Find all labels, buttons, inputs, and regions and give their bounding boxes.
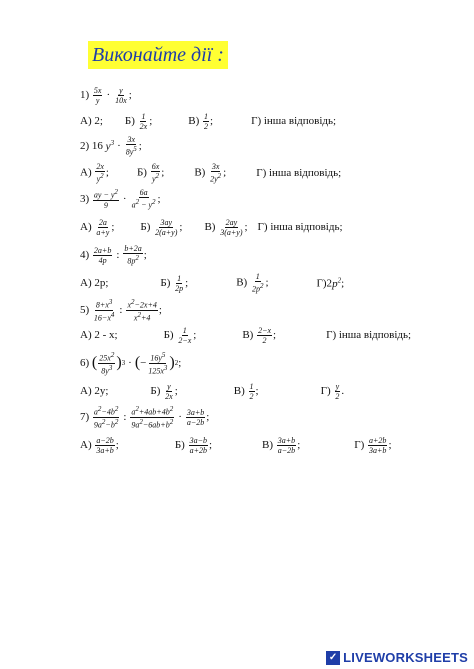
q7-answer-g[interactable]: Г) $\frac{a+2b}{3a+b}$ ; — [354, 435, 392, 455]
q3-frac-2: $\frac{6a}{a^2 - y^2}$ — [131, 188, 156, 210]
q6-answer-g[interactable]: Г) $\frac{y}{2}$ . — [320, 381, 345, 401]
q3-answer-g[interactable]: Г) інша відповідь; — [257, 221, 343, 233]
q6-answer-a[interactable]: А) 2y; — [80, 385, 109, 397]
answers-7 — [80, 432, 392, 458]
answers-5 — [80, 322, 411, 348]
q5-label: 5) — [80, 304, 90, 316]
question-7: 7) $\frac{a^2-4b^2}{9a^2-b^2}$ : $\frac{a^2+4ab+4b^2}{9a^2-6ab+b^2}$ · $\frac{3a+b}{a-2b}$ ; — [80, 404, 210, 430]
q1-answer-a[interactable]: А) 2; — [80, 115, 103, 127]
q5-frac-1: $\frac{8+x^3}{16-x^4}$ — [93, 297, 115, 323]
footer — [0, 646, 474, 669]
question-6: 6) ( $\frac{25x^2}{8y^3}$ ) 3 · ( − $\frac{16y^5}{125x^3}$ ) 2 ; — [80, 350, 182, 376]
lw-logo-icon: ✓ — [326, 651, 340, 665]
q6-answer-b[interactable]: Б) $\frac{y}{2x}$ ; — [150, 381, 178, 401]
answers-2 — [80, 160, 341, 186]
q5-answer-g[interactable]: Г) інша відповідь; — [326, 329, 412, 341]
q6-frac-1: $\frac{25x^2}{8y^3}$ — [99, 350, 115, 376]
q6-frac-2: $\frac{16y^5}{125x^3}$ — [148, 350, 168, 376]
q1-frac-1: $\frac{5x}{y}$ — [93, 85, 102, 105]
q2-label: 2) — [80, 140, 90, 152]
q4-label: 4) — [80, 249, 90, 261]
answers-3 — [80, 214, 343, 240]
q2-answer-g[interactable]: Г) інша відповідь; — [256, 167, 342, 179]
q5-answer-b[interactable]: Б) $\frac{1}{2-x}$ ; — [163, 325, 197, 345]
q3-answer-v[interactable]: В) $\frac{2ay}{3(a+y)}$ ; — [204, 217, 248, 237]
q6-answer-v[interactable]: В) $\frac{1}{2}$ ; — [233, 381, 259, 401]
q1-label: 1) — [80, 89, 90, 101]
q1-frac-2: $\frac{y}{10x}$ — [115, 85, 127, 105]
q4-answer-b[interactable]: Б) $\frac{1}{2p}$ ; — [160, 273, 189, 293]
q4-frac-2: $\frac{b+2a}{8p^2}$ — [124, 244, 142, 266]
q6-label: 6) — [80, 357, 90, 369]
answers-1 — [80, 108, 336, 134]
q3-answer-a[interactable]: А) $\frac{2a}{a+y}$ ; — [80, 217, 115, 237]
logo-text: LIVEWORKSHEETS — [343, 650, 468, 665]
question-3: 3) $\frac{ay - y^2}{9}$ · $\frac{6a}{a^2 - y^2}$ ; — [80, 188, 161, 210]
q2-lead: 16 — [91, 140, 103, 152]
q4-answer-v[interactable]: В) $\frac{1}{2p^2}$ ; — [236, 272, 269, 294]
q7-frac-2: $\frac{a^2+4ab+4b^2}{9a^2-6ab+b^2}$ — [131, 404, 174, 430]
q7-answer-b[interactable]: Б) $\frac{3a-b}{a+2b}$ ; — [174, 435, 213, 455]
q3-frac-1: $\frac{ay - y^2}{9}$ — [93, 188, 118, 210]
question-1: 1) $\frac{5x}{y}$ · $\frac{y}{10x}$ ; — [80, 85, 132, 105]
q4-frac-1: $\frac{2a+b}{4p}$ — [93, 245, 112, 265]
q5-answer-v[interactable]: В) $\frac{2-x}{2}$ ; — [242, 325, 277, 345]
q7-answer-a[interactable]: А) $\frac{a-2b}{3a+b}$ ; — [80, 435, 119, 455]
q1-answer-v[interactable]: В) $\frac{1}{2}$ ; — [188, 111, 214, 131]
q4-answer-g[interactable]: $Г)2p^2$; — [316, 276, 345, 290]
q2-frac: $\frac{3x}{8y^5}$ — [125, 135, 137, 157]
q5-frac-2: $\frac{x^2-2x+4}{x^2+4}$ — [127, 297, 157, 323]
q7-frac-3: $\frac{3a+b}{a-2b}$ — [186, 407, 205, 427]
answers-4 — [80, 270, 344, 296]
question-2: 2) 16 $y^3$ · $\frac{3x}{8y^5}$ ; — [80, 135, 142, 157]
question-4: 4) $\frac{2a+b}{4p}$ : $\frac{b+2a}{8p^2}$ ; — [80, 244, 147, 266]
q5-answer-a[interactable]: А) 2 - х; — [80, 329, 118, 341]
q3-answer-b[interactable]: Б) $\frac{3ay}{2(a+y)}$ ; — [140, 217, 183, 237]
q2-answer-v[interactable]: В) $\frac{3x}{2y^2}$ ; — [194, 162, 227, 184]
liveworksheets-logo[interactable] — [326, 650, 468, 665]
q7-frac-1: $\frac{a^2-4b^2}{9a^2-b^2}$ — [93, 404, 119, 430]
q1-answer-b[interactable]: Б) $\frac{1}{2x}$ ; — [124, 111, 153, 131]
q7-answer-v[interactable]: В) $\frac{3a+b}{a-2b}$ ; — [262, 435, 301, 455]
page-title: Виконайте дії : — [88, 41, 228, 69]
q2-answer-a[interactable]: А) $\frac{2x}{y^2}$ ; — [80, 162, 109, 184]
question-5: 5) $\frac{8+x^3}{16-x^4}$ : $\frac{x^2-2x+4}{x^2+4}$ ; — [80, 297, 162, 323]
q1-answer-g[interactable]: Г) інша відповідь; — [251, 115, 337, 127]
q3-label: 3) — [80, 193, 90, 205]
q2-answer-b[interactable]: Б) $\frac{6x}{y^2}$ ; — [136, 162, 165, 184]
answers-6 — [80, 378, 344, 404]
q7-label: 7) — [80, 411, 90, 423]
q4-answer-a[interactable]: А) 2p; — [80, 277, 109, 289]
